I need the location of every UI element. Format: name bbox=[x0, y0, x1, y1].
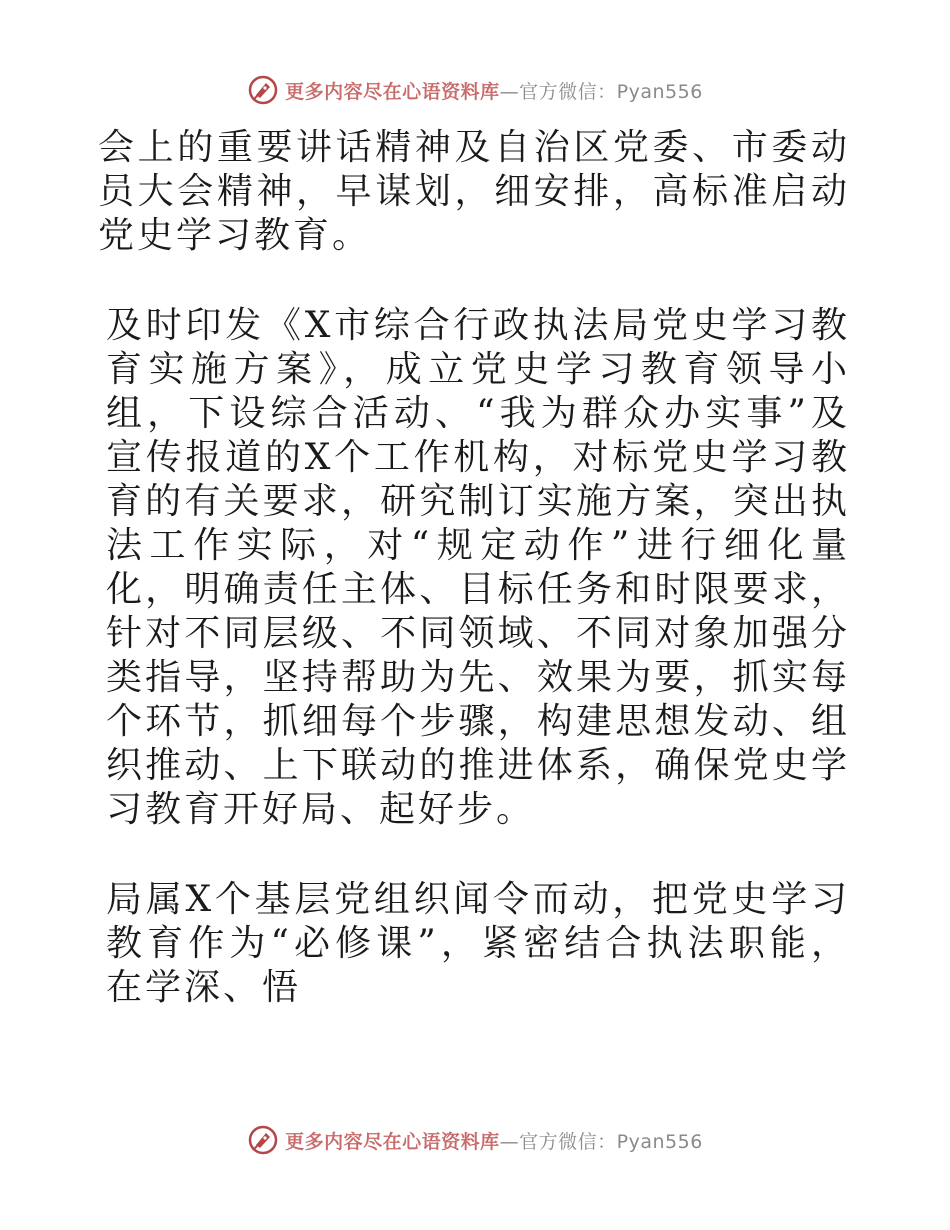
watermark-text bbox=[285, 1127, 703, 1154]
watermark-contact: 官方微信：Pyan556 bbox=[519, 1130, 703, 1153]
watermark-brand: 更多内容尽在心语资料库 bbox=[285, 80, 500, 103]
watermark-text bbox=[285, 77, 703, 104]
watermark-footer bbox=[0, 1120, 950, 1160]
watermark-brand: 更多内容尽在心语资料库 bbox=[285, 1130, 500, 1153]
paragraph-2: 及时印发《X市综合行政执法局党史学习教育实施方案》，成立党史学习教育领导小组，下设综合活动、“我为群众办实事”及宣传报道的X个工作机构，对标党史学习教育的有关要求，研究制订实施方案，突出执法工作实际，对“规定动作”进行细化量化，明确责任主体、目标任务和时限要求，针对不同层级、不同领域、不同对象加强分类指导，坚持帮助为先、效果为要，抓实每个环节，抓细每个步骤，构建思想发动、组织推动、上下联动的推进体系，确保党史学习教育开好局、起好步。 bbox=[106, 305, 850, 830]
document-body bbox=[98, 126, 850, 1010]
pen-nib-icon bbox=[247, 74, 279, 106]
watermark-separator: — bbox=[499, 80, 520, 103]
pen-nib-icon bbox=[247, 1124, 279, 1156]
paragraph-3: 局属X个基层党组织闻令而动，把党史学习教育作为“必修课”，紧密结合执法职能，在学深、悟 bbox=[106, 879, 850, 1008]
paragraph-1: 会上的重要讲话精神及自治区党委、市委动员大会精神，早谋划，细安排，高标准启动党史学习教育。 bbox=[98, 127, 850, 256]
watermark-header bbox=[0, 70, 950, 110]
watermark-separator: — bbox=[499, 1130, 520, 1153]
watermark-contact: 官方微信：Pyan556 bbox=[519, 80, 703, 103]
